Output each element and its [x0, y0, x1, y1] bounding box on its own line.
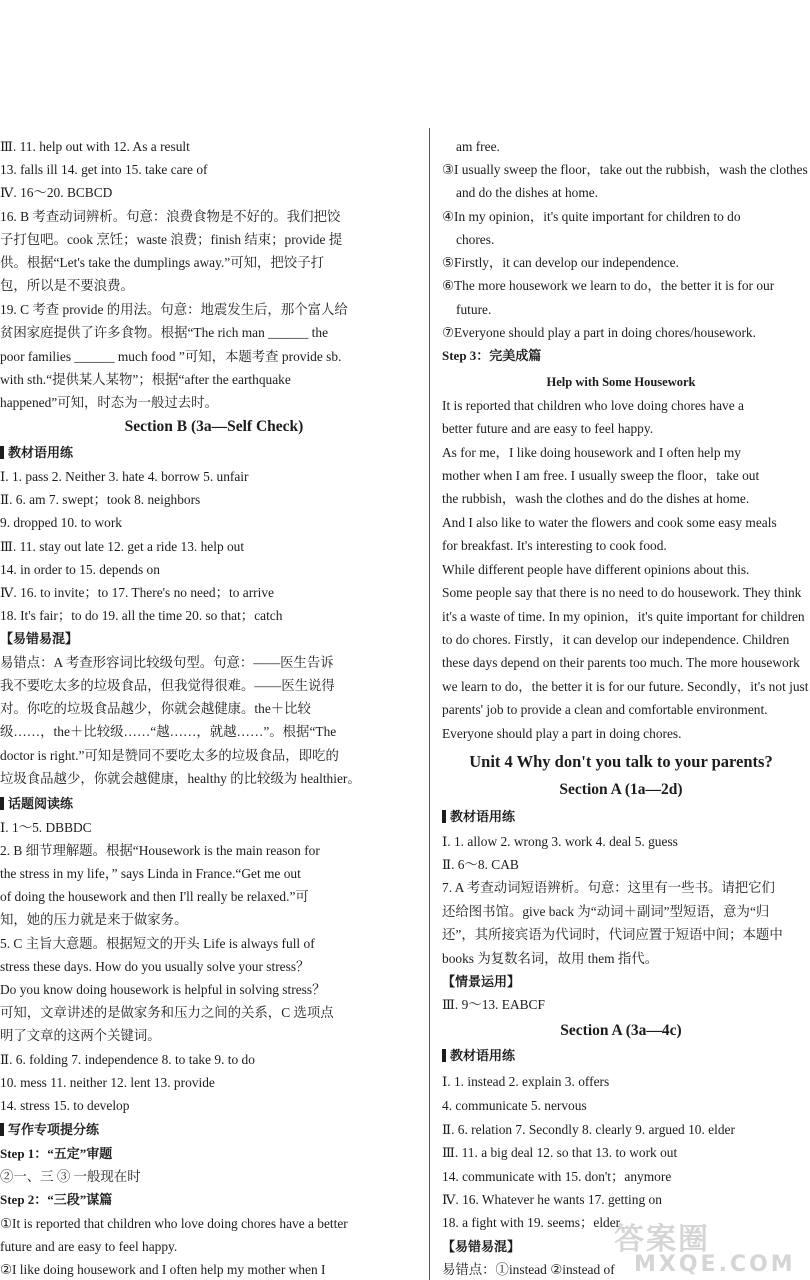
sentence-line: chores. [456, 232, 495, 247]
answer-line: Ⅰ. 1. instead 2. explain 3. offers [442, 1074, 610, 1089]
sentence-line: am free. [456, 139, 500, 154]
answer-line: 易错点：①instead ②instead of [442, 1262, 615, 1277]
essay-line: Some people say that there is no need to do housework. They think [442, 585, 802, 600]
unit-heading: Unit 4 Why don't you talk to your parents? [469, 752, 773, 771]
watermark-text: 答案圈 [614, 1222, 710, 1257]
tag-label: 写作专项提分练 [8, 1122, 100, 1137]
answer-line: Ⅲ. 11. stay out late 12. get a ride 13. help out [0, 539, 245, 554]
explanation-line: the stress in my life，” says Linda in France.“Get me out [0, 866, 301, 881]
explanation-line: 明了文章的这两个关键词。 [0, 1028, 161, 1043]
subsection-tag [0, 444, 428, 462]
explanation-line: poor families ______ much food ”可知，本题考查 provide sb. [0, 349, 342, 364]
section-heading: Section B (3a—Self Check) [124, 418, 304, 435]
essay-line: parents' job to provide a clean and comfortable environment. [442, 702, 768, 717]
subsection-tag: 【易错易混】 [442, 1239, 521, 1254]
answer-line: 14. in order to 15. depends on [0, 562, 160, 577]
section-heading: Section A (3a—4c) [560, 1022, 682, 1039]
explanation-line: 16. B 考查动词辨析。句意：浪费食物是不好的。我们把饺 [0, 209, 341, 224]
tag-bar [442, 810, 446, 823]
subsection-tag: 【易错易混】 [0, 631, 79, 646]
explanation-line: Do you know doing housework is helpful in solving stress？ [0, 982, 326, 997]
sentence-line: ⑦Everyone should play a part in doing chores/housework. [442, 325, 756, 340]
answer-line: Ⅰ. 1～5. DBBDC [0, 820, 92, 835]
explanation-line: doctor is right.”可知是赞同不要吃太多的垃圾食品，即吃的 [0, 748, 339, 763]
watermark-logo [604, 1212, 804, 1280]
essay-line: these days depend on their parents too much. The more housework [442, 655, 800, 670]
answer-line: Ⅱ. 6. folding 7. independence 8. to take 9. to do [0, 1052, 255, 1067]
sentence-line: ⑥The more housework we learn to do，the better it is for our [442, 278, 775, 293]
essay-line: better future and are easy to feel happy. [442, 421, 654, 436]
tag-bar [0, 1123, 4, 1136]
subsection-tag: 【情景运用】 [442, 974, 521, 989]
explanation-line: books 为复数名词，故用 them 指代。 [442, 951, 659, 966]
answer-line: Ⅱ. 6～8. CAB [442, 857, 519, 872]
explanation-line: 知，她的压力就是来于做家务。 [0, 912, 188, 927]
essay-line: As for me，I like doing housework and I often help my [442, 445, 741, 460]
explanation-line: 级……，the＋比较级……“越……，就越……”。根据“The [0, 724, 337, 739]
explanation-line: 可知，文章讲述的是做家务和压力之间的关系，C 选项点 [0, 1005, 334, 1020]
subsection-tag [0, 1121, 428, 1139]
explanation-line: 还给图书馆。give back 为“动词＋副词”型短语，意为“归 [442, 904, 770, 919]
essay-line: Everyone should play a part in doing chores. [442, 726, 682, 741]
tag-bar [0, 446, 4, 459]
answer-line: Ⅱ. 6. relation 7. Secondly 8. clearly 9. argued 10. elder [442, 1122, 735, 1137]
sentence-line: and do the dishes at home. [456, 185, 599, 200]
sentence-line: ⑤Firstly，it can develop our independence. [442, 255, 679, 270]
sentence-line: ①It is reported that children who love doing chores have a better [0, 1216, 348, 1231]
answer-line: Ⅲ. 9～13. EABCF [442, 997, 545, 1012]
essay-title: Help with Some Housework [546, 375, 696, 389]
tag-label: 教材语用练 [450, 809, 516, 824]
essay-line: it's a waste of time. In my opinion，it's quite important for children [442, 609, 805, 624]
step-heading: Step 3：完美成篇 [442, 348, 542, 363]
answer-line: Ⅳ. 16. to invite；to 17. There's no need；to arrive [0, 585, 274, 600]
essay-line: mother when I am free. I usually sweep the floor，take out [442, 468, 760, 483]
explanation-line: 垃圾食品越少，你就会越健康，healthy 的比较级为 healthier。 [0, 771, 361, 786]
answer-line: 9. dropped 10. to work [0, 515, 122, 530]
sentence-line: future. [456, 302, 492, 317]
answer-line: 4. communicate 5. nervous [442, 1098, 587, 1113]
subsection-tag [442, 1047, 810, 1065]
explanation-line: 还”，其所接宾语为代词时，代词应置于短语中间；本题中 [442, 927, 783, 942]
essay-line: It is reported that children who love doing chores have a [442, 398, 744, 413]
watermark-url: MXQE.COM [634, 1252, 796, 1277]
step-heading: Step 1：“五定”审题 [0, 1146, 113, 1161]
explanation-line: 包，所以是不要浪费。 [0, 278, 134, 293]
answer-line: 18. It's fair；to do 19. all the time 20. so that；catch [0, 608, 283, 623]
sentence-line: ④In my opinion，it's quite important for children to do [442, 209, 741, 224]
tag-label: 话题阅读练 [8, 796, 74, 811]
essay-line: for breakfast. It's interesting to cook food. [442, 538, 667, 553]
explanation-line: of doing the housework and then I'll really be relaxed.”可 [0, 889, 309, 904]
subsection-tag [0, 795, 428, 813]
explanation-line: stress these days. How do you usually solve your stress？ [0, 959, 310, 974]
explanation-line: 易错点：A 考查形容词比较级句型。句意：——医生告诉 [0, 655, 334, 670]
sentence-line: ②I like doing housework and I often help my mother when I [0, 1262, 326, 1277]
column-divider [429, 128, 430, 1280]
sentence-line: future and are easy to feel happy. [0, 1239, 178, 1254]
answer-line: Ⅳ. 16. Whatever he wants 17. getting on [442, 1192, 662, 1207]
tag-bar [442, 1049, 446, 1062]
answer-line: ②一、三 ③ 一般现在时 [0, 1169, 141, 1184]
section-heading: Section A (1a—2d) [559, 781, 683, 798]
explanation-line: 19. C 考查 provide 的用法。句意：地震发生后，那个富人给 [0, 302, 348, 317]
essay-line: While different people have different opinions about this. [442, 562, 750, 577]
answer-line: Ⅰ. 1. pass 2. Neither 3. hate 4. borrow 5. unfair [0, 469, 249, 484]
answer-line: 13. falls ill 14. get into 15. take care of [0, 162, 208, 177]
sentence-line: ③I usually sweep the floor，take out the rubbish，wash the clothes [442, 162, 808, 177]
explanation-line: 2. B 细节理解题。根据“Housework is the main reason for [0, 843, 320, 858]
explanation-line: 贫困家庭提供了许多食物。根据“The rich man ______ the [0, 325, 329, 340]
explanation-line: 对。你吃的垃圾食品越少，你就会越健康。the＋比较 [0, 701, 311, 716]
step-heading: Step 2：“三段”谋篇 [0, 1192, 113, 1207]
explanation-line: 子打包吧。cook 烹饪；waste 浪费；finish 结束；provide 提 [0, 232, 343, 247]
explanation-line: with sth.“提供某人某物”；根据“after the earthquake [0, 372, 291, 387]
answer-line: 18. a fight with 19. seems；elder [442, 1215, 621, 1230]
explanation-line: 供。根据“Let's take the dumplings away.”可知，把饺子打 [0, 255, 324, 270]
answer-line: Ⅱ. 6. am 7. swept；took 8. neighbors [0, 492, 201, 507]
explanation-line: 7. A 考查动词短语辨析。句意：这里有一些书。请把它们 [442, 880, 775, 895]
answer-line: Ⅲ. 11. a big deal 12. so that 13. to work out [442, 1145, 678, 1160]
answer-line: Ⅰ. 1. allow 2. wrong 3. work 4. deal 5. guess [442, 834, 678, 849]
tag-label: 教材语用练 [8, 445, 74, 460]
essay-line: to do chores. Firstly，it can develop our independence. Children [442, 632, 790, 647]
essay-line: we learn to do，the better it is for our future. Secondly，it's not just [442, 679, 809, 694]
tag-bar [0, 797, 4, 810]
answer-line: 10. mess 11. neither 12. lent 13. provide [0, 1075, 215, 1090]
explanation-line: 我不要吃太多的垃圾食品，但我觉得很难。——医生说得 [0, 678, 335, 693]
explanation-line: 5. C 主旨大意题。根据短文的开头 Life is always full of [0, 936, 315, 951]
answer-line: 14. communicate with 15. don't；anymore [442, 1169, 672, 1184]
explanation-line: happened”可知，时态为一般过去时。 [0, 395, 218, 410]
answer-line: 14. stress 15. to develop [0, 1098, 130, 1113]
essay-line: And I also like to water the flowers and cook some easy meals [442, 515, 777, 530]
tag-label: 教材语用练 [450, 1048, 516, 1063]
answer-line: Ⅲ. 11. help out with 12. As a result [0, 139, 190, 154]
answer-line: Ⅳ. 16～20. BCBCD [0, 185, 113, 200]
subsection-tag [442, 808, 810, 826]
essay-line: the rubbish，wash the clothes and do the dishes at home. [442, 491, 750, 506]
